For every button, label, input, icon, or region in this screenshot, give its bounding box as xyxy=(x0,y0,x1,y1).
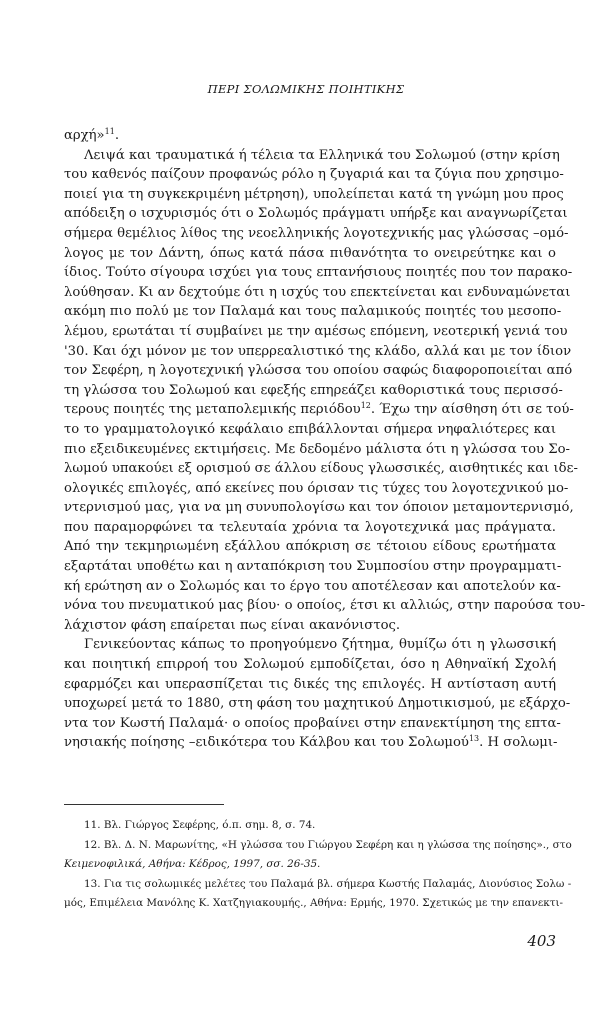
text-line: Γενικεύοντας κάπως το προηγούμενο ζήτημα, θυμίζω ότι η γλωσσική xyxy=(84,637,556,653)
footnote-ref-11: 11 xyxy=(104,127,115,136)
footnote-11: 11. Βλ. Γιώργος Σεφέρης, ό.π. σημ. 8, σ. 74. xyxy=(84,819,316,831)
text-line: ίδιος. Τούτο σίγουρα ισχύει για τους επτανήσιους ποιητές που τον παρακο- xyxy=(64,265,573,281)
footnote-13: 13. Για τις σολωμικές μελέτες του Παλαμά βλ. σήμερα Κωστής Παλαμάς, Διονύσιος Σολω - xyxy=(84,877,572,890)
paragraph-continuation: αρχή»$^{11}$. xyxy=(64,127,120,143)
text-line: ντερνισμού μας, για να μη συνυπολογίσω και τον όποιον μεταμοντερνισμό, xyxy=(64,500,574,516)
text-line: Λειψά και τραυματικά ή τέλεια τα Ελληνικά του Σολωμού (στην κρίση xyxy=(84,147,560,163)
text-line: τον Σεφέρη, η λογοτεχνική γλώσσα του οποίου σαφώς διαφοροποιείται από xyxy=(64,363,573,379)
page-number: 403 xyxy=(527,932,556,950)
text-line: εξαρτάται υποθέτω και η ανταπόκριση του Συμποσίου στην προγραμματι- xyxy=(64,559,562,575)
text-line: ολογικές επιλογές, από εκείνες που όρισαν τις τύχες του λογοτεχνικού μο- xyxy=(64,480,569,496)
text-line: κή ερώτηση αν ο Σολωμός και το έργο του αποτέλεσαν και αποτελούν κα- xyxy=(64,578,561,594)
text-line: λωμού υπακούει εξ ορισμού σε άλλου είδους γλωσσικές, αισθητικές και ιδε- xyxy=(64,461,578,477)
footnote-12: 12. Βλ. Δ. Ν. Μαρωνίτης, «Η γλώσσα του Γιώργου Σεφέρη και η γλώσσα της ποίησης»., στο xyxy=(84,838,572,851)
body-text xyxy=(64,126,586,753)
text-line: σήμερα θεμέλιος λίθος της νεοελληνικής λογοτεχνικής μας γλώσσας –ομό- xyxy=(64,225,569,241)
footnote-rule xyxy=(64,804,224,805)
text-line: τη γλώσσα του Σολωμού και εφεξής επηρεάζει καθοριστικά τους περισσό- xyxy=(64,382,563,398)
text-line: εφαρμόζει και υπερασπίζεται τις δικές της επιλογές. Η αντίσταση αυτή xyxy=(64,676,556,692)
text-line: λούθησαν. Κι αν δεχτούμε ότι η ισχύς του επεκτείνεται και ενδυναμώνεται xyxy=(64,284,571,300)
text-line: νόνα του πνευματικού μας βίου· ο οποίος, έτσι κι αλλιώς, στην παρούσα του- xyxy=(64,598,586,614)
text-line: '30. Και όχι μόνον με τον υπερρεαλιστικό της κλάδο, αλλά και με τον ίδιον xyxy=(64,343,572,359)
text-line: του καθενός παίζουν προφανώς ρόλο η ζυγαριά και τα ζύγια που χρησιμο- xyxy=(64,167,564,183)
text-line: που παραμορφώνει τα τελευταία χρόνια τα λογοτεχνικά μας πράγματα. xyxy=(64,519,556,535)
footnote-ref-12: 12 xyxy=(360,401,371,411)
footnote-13-cont: μός, Επιμέλεια Μανόλης Κ. Χατζηγιακουμής., Αθήνα: Ερμής, 1970. Σχετικώς με την επανεκτι- xyxy=(64,897,564,910)
text-line: λέμου, ερωτάται τί συμβαίνει με την αμέσως επόμενη, νεοτερική γενιά του xyxy=(64,323,568,339)
running-head: ΠΕΡΙ ΣΟΛΩΜΙΚΗΣ ΠΟΙΗΤΙΚΗΣ xyxy=(207,82,405,96)
text-line: νησιακής ποίησης –ειδικότερα του Κάλβου και του Σολωμού$^{13}$. Η σολωμι- xyxy=(64,734,558,751)
text-line: και ποιητική επιρροή του Σολωμού εμποδίζεται, όσο η Αθηναϊκή Σχολή xyxy=(64,657,556,673)
text-line: λάχιστον φάση επαίρεται πως είναι ακανόνιστος. xyxy=(64,617,401,633)
text-line: Από την τεκμηριωμένη εξάλλου απόκριση σε τέτοιου είδους ερωτήματα xyxy=(64,539,556,555)
text-line: ποιεί για τη συγκεκριμένη μέτρηση), υπολείπεται κατά τη γνώμη μου προς xyxy=(64,186,564,202)
text-line: απόδειξη ο ισχυρισμός ότι ο Σολωμός πράγματι υπήρξε και αναγνωρίζεται xyxy=(64,206,568,222)
footnote-12-cont: Κειμενοφιλικά, Αθήνα: Κέδρος, 1997, σσ. 26-35. xyxy=(64,858,321,871)
text-line: υποχωρεί μετά το 1880, στη φάση του μαχητικού Δημοτικισμού, με εξάρχο- xyxy=(64,696,571,712)
text-line: το το γραμματολογικό κεφάλαιο επιβάλλονται σήμερα νηφαλιότερες και xyxy=(64,421,556,437)
footnotes xyxy=(64,816,572,914)
text-line: ακόμη πιο πολύ με τον Παλαμά και τους παλαμικούς ποιητές του μεσοπο- xyxy=(64,304,562,320)
footnote-ref-13: 13 xyxy=(468,734,480,744)
text-line: πιο εξειδικευμένες εκτιμήσεις. Με δεδομένο μάλιστα ότι η γλώσσα του Σο- xyxy=(64,441,570,457)
text-line: λογος με τον Δάντη, όπως κατά πάσα πιθανότητα το ονειρεύτηκε και ο xyxy=(64,245,556,261)
text-line: ντα τον Κωστή Παλαμά· ο οποίος προβαίνει στην επανεκτίμηση της επτα- xyxy=(64,715,561,731)
text-line: τερους ποιητές της μεταπολεμικής περιόδου$^{12}$. Έχω την αίσθηση ότι σε τού- xyxy=(64,401,574,418)
